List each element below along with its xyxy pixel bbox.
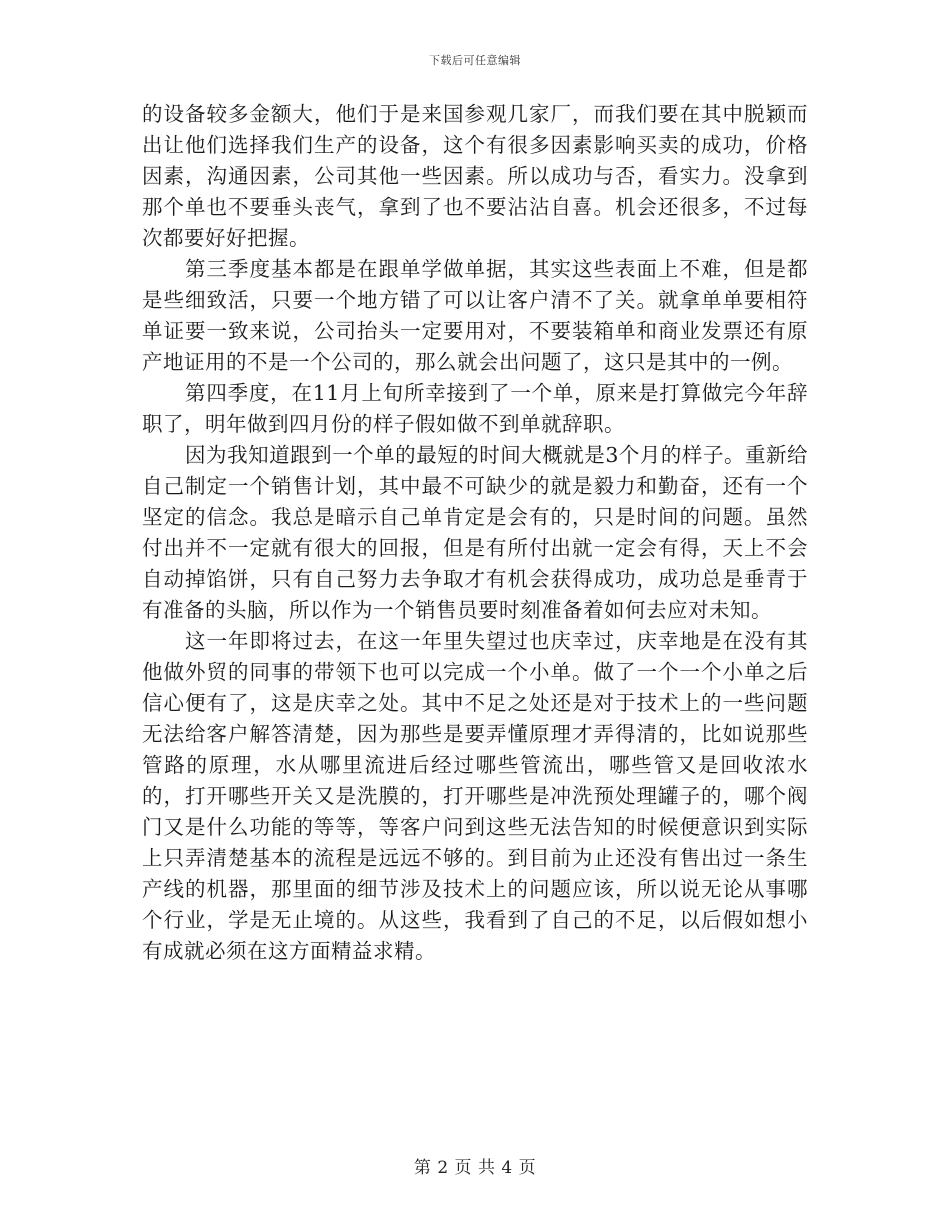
paragraph-5: 这一年即将过去，在这一年里失望过也庆幸过，庆幸地是在没有其他做外贸的同事的带领下也可以完成一个小单。做了一个一个小单之后信心便有了，这是庆幸之处。其中不足之处还是对于技术上的一些问题无法给客户解答清楚，因为那些是要弄懂原理才弄得清的，比如说那些管路的原理，水从哪里流进后经过哪些管流出，哪些管又是回收浓水的，打开哪些开关又是洗膜的，打开哪些是冲洗预处理罐子的，哪个阀门又是什么功能的等等，等客户问到这些无法告知的时候便意识到实际上只弄清楚基本的流程是远远不够的。到目前为止还没有售出过一条生产线的机器，那里面的细节涉及技术上的问题应该，所以说无论从事哪个行业，学是无止境的。从这些，我看到了自己的不足，以后假如想小有成就必须在这方面精益求精。 [142, 629, 808, 963]
page-header: 下载后可任意编辑 [429, 54, 521, 67]
paragraph-2: 第三季度基本都是在跟单学做单据，其实这些表面上不难，但是都是些细致活，只要一个地方错了可以让客户清不了关。就拿单单要相符单证要一致来说，公司抬头一定要用对，不要装箱单和商业发票还有原产地证用的不是一个公司的，那么就会出问题了，这只是其中的一例。 [142, 257, 808, 374]
paragraph-3: 第四季度，在11月上旬所幸接到了一个单，原来是打算做完今年辞职了，明年做到四月份的样子假如做不到单就辞职。 [142, 381, 808, 436]
paragraph-4: 因为我知道跟到一个单的最短的时间大概就是3个月的样子。重新给自己制定一个销售计划，其中最不可缺少的就是毅力和勤奋，还有一个坚定的信念。我总是暗示自己单肯定是会有的，只是时间的问题。虽然付出并不一定就有很大的回报，但是有所付出就一定会有得，天上不会自动掉馅饼，只有自己努力去争取才有机会获得成功，成功总是垂青于有准备的头脑，所以作为一个销售员要时刻准备着如何去应对未知。 [142, 443, 808, 622]
page-number-footer: 第 2 页 共 4 页 [413, 1158, 537, 1178]
paragraph-1: 的设备较多金额大，他们于是来国参观几家厂，而我们要在其中脱颖而出让他们选择我们生产的设备，这个有很多因素影响买卖的成功，价格因素，沟通因素，公司其他一些因素。所以成功与否，看实力。没拿到那个单也不要垂头丧气，拿到了也不要沾沾自喜。机会还很多，不过每次都要好好把握。 [142, 102, 808, 250]
document-body [142, 99, 808, 967]
